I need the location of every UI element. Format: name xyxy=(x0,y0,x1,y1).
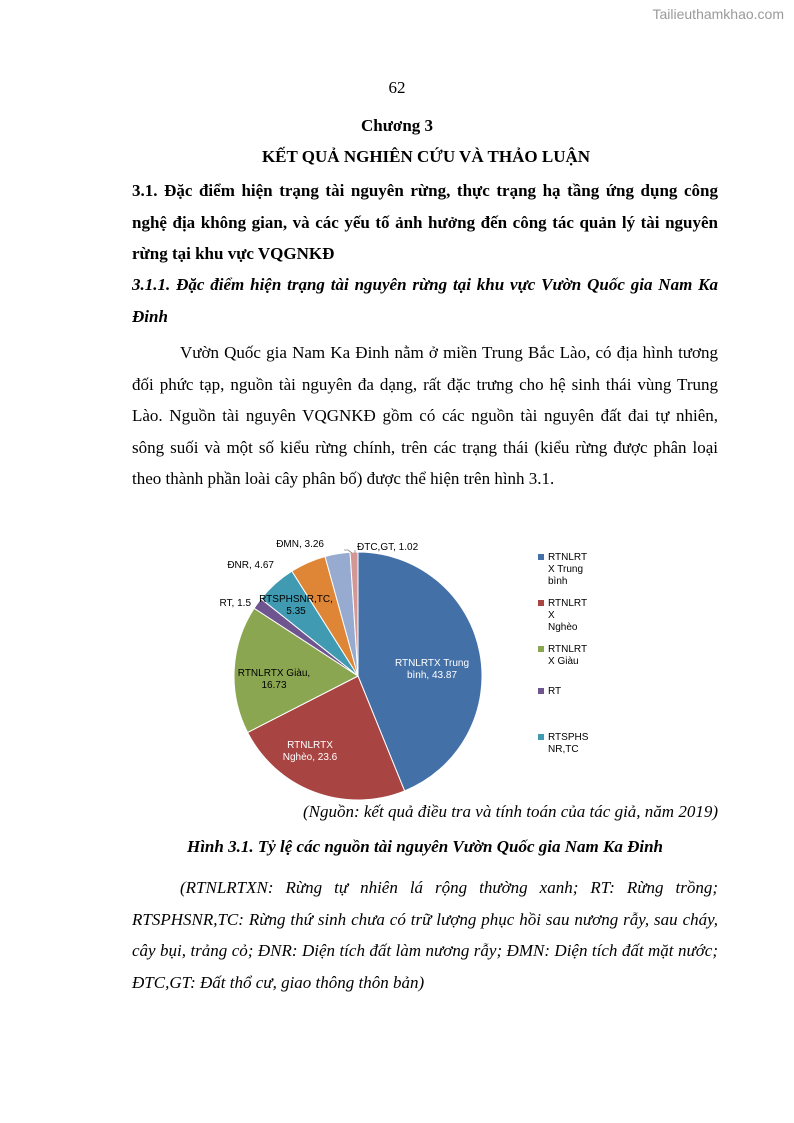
source-note: (Nguồn: kết quả điều tra và tính toán của tác giả, năm 2019) xyxy=(302,802,718,821)
legend-line: X Giàu xyxy=(548,656,579,667)
data-label-line: ĐNR, 4.67 xyxy=(227,560,274,571)
data-label xyxy=(357,542,419,553)
legend-swatch xyxy=(538,688,544,694)
legend-line: Nghèo xyxy=(548,622,578,633)
data-label-line: RTSPHSNR,TC, xyxy=(259,594,333,605)
legend-swatch xyxy=(538,554,544,560)
data-label xyxy=(283,740,338,763)
figure-caption: Hình 3.1. Tỷ lệ các nguồn tài nguyên Vườn Quốc gia Nam Ka Đinh xyxy=(186,837,663,856)
data-label-line: 16.73 xyxy=(261,680,287,691)
legend-item xyxy=(548,552,587,587)
legend-item xyxy=(548,732,589,755)
page-number: 62 xyxy=(388,78,406,97)
legend-line: bình xyxy=(548,576,568,587)
data-label-line: bình, 43.87 xyxy=(406,670,458,681)
data-label-line: RT, 1.5 xyxy=(219,598,251,609)
data-label xyxy=(220,598,252,609)
watermark: Tailieuthamkhao.com xyxy=(652,6,784,22)
legend-line: RTNLRT xyxy=(548,552,588,563)
section-heading: 3.1. Đặc điểm hiện trạng tài nguyên rừng, thực trạng hạ tầng ứng dụng công nghệ địa không gian, và các yếu tố ảnh hưởng đến công tác quản lý tài nguyên rừng tại khu vực VQGNKĐ xyxy=(132,181,718,263)
subsection-heading: 3.1.1. Đặc điểm hiện trạng tài nguyên rừng tại khu vực Vườn Quốc gia Nam Ka Đinh xyxy=(132,275,718,326)
legend-item xyxy=(548,598,587,633)
data-label-line: ĐTC,GT, 1.02 xyxy=(357,542,419,553)
chapter-title: KẾT QUẢ NGHIÊN CỨU VÀ THẢO LUẬN xyxy=(261,147,591,166)
data-label-line: RTNLRTX xyxy=(287,740,333,751)
data-label-line: Nghèo, 23.6 xyxy=(282,752,338,763)
legend-line: RTNLRT xyxy=(548,644,588,655)
legend-line: RTSPHS xyxy=(548,732,589,743)
data-label-line: RTNLRTX Trung xyxy=(394,658,470,669)
pie-chart xyxy=(195,530,615,800)
legend-line: NR,TC xyxy=(548,744,579,755)
data-label xyxy=(227,560,274,571)
legend-line: X Trung xyxy=(548,564,584,575)
data-label-line: RTNLRTX Giàu, xyxy=(237,668,311,679)
data-label-line: 5.35 xyxy=(286,606,306,617)
legend-line: X xyxy=(548,610,555,621)
chapter-heading: Chương 3 xyxy=(360,116,434,135)
body-paragraph: Vườn Quốc gia Nam Ka Đinh nằm ở miền Trung Bắc Lào, có địa hình tương đối phức tạp, nguồn tài nguyên đa dạng, rất đặc trưng cho hệ sinh thái vùng Trung Lào. Nguồn tài nguyên VQGNKĐ gồm có các nguồn tài nguyên đất đai tự nhiên, sông suối và một số kiểu rừng chính, trên các trạng thái (kiểu rừng được phân loại theo thành phần loài cây phân bố) được thể hiện trên hình 3.1. xyxy=(132,343,718,488)
data-label xyxy=(276,539,324,550)
legend-item xyxy=(548,686,561,697)
legend-line: RTNLRT xyxy=(548,598,588,609)
legend-line: RT xyxy=(548,686,562,697)
legend-swatch xyxy=(538,646,544,652)
legend-item xyxy=(548,644,587,667)
data-label-line: ĐMN, 3.26 xyxy=(276,539,324,550)
legend-swatch xyxy=(538,600,544,606)
legend-swatch xyxy=(538,734,544,740)
abbreviation-note: (RTNLRTXN: Rừng tự nhiên lá rộng thường xanh; RT: Rừng trồng; RTSPHSNR,TC: Rừng thứ sinh chưa có trữ lượng phục hồi sau nương rẫy, sau cháy, cây bụi, trảng cỏ; ĐNR: Diện tích đất làm nương rẫy; ĐMN: Diện tích đất mặt nước; ĐTC,GT: Đất thổ cư, giao thông thôn bản) xyxy=(132,878,718,992)
